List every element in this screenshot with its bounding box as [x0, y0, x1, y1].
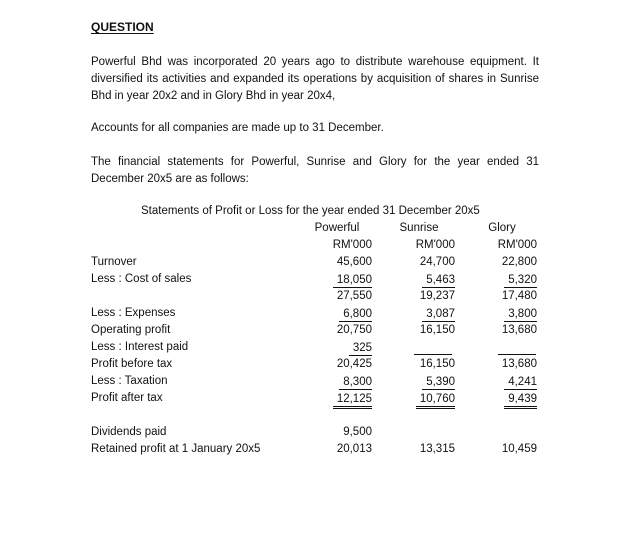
value-sunrise: 10,760	[416, 392, 455, 409]
value-glory: 5,320	[504, 273, 537, 288]
table-row	[0, 358, 624, 375]
value-glory: 4,241	[504, 375, 537, 390]
row-label: Dividends paid	[91, 426, 167, 438]
value-glory: 17,480	[501, 290, 537, 302]
blank-total-line-glory	[498, 354, 536, 355]
column-header-powerful: Powerful	[314, 222, 360, 234]
row-label: Retained profit at 1 January 20x5	[91, 443, 261, 455]
value-glory: 13,680	[501, 358, 537, 370]
table-row	[0, 307, 624, 324]
statements-intro-paragraph: The financial statements for Powerful, Sunrise and Glory for the year ended 31 December 20x5 are as follows:	[91, 156, 539, 185]
table-row	[0, 443, 624, 460]
unit-sunrise: RM'000	[415, 239, 455, 251]
row-label: Less : Taxation	[91, 375, 168, 387]
row-label: Less : Cost of sales	[91, 273, 192, 285]
value-powerful: 45,600	[336, 256, 372, 268]
row-label: Turnover	[91, 256, 137, 268]
question-heading: QUESTION	[91, 20, 154, 34]
value-sunrise: 16,150	[419, 358, 455, 370]
value-powerful: 20,425	[336, 358, 372, 370]
value-glory: 22,800	[501, 256, 537, 268]
table-row	[0, 426, 624, 443]
table-row	[0, 290, 624, 307]
value-powerful: 20,750	[336, 324, 372, 336]
value-powerful: 8,300	[339, 375, 372, 390]
value-sunrise: 3,087	[422, 307, 455, 322]
table-row	[0, 256, 624, 273]
value-powerful: 12,125	[333, 392, 372, 409]
value-powerful: 325	[349, 341, 372, 356]
value-glory: 13,680	[501, 324, 537, 336]
value-glory: 9,439	[504, 392, 537, 409]
value-powerful: 9,500	[343, 426, 372, 438]
unit-powerful: RM'000	[332, 239, 372, 251]
value-powerful: 18,050	[333, 273, 372, 288]
value-sunrise: 16,150	[419, 324, 455, 336]
value-glory: 10,459	[501, 443, 537, 455]
statement-title: Statements of Profit or Loss for the year ended 31 December 20x5	[141, 205, 480, 217]
table-row	[0, 375, 624, 392]
table-row	[0, 273, 624, 290]
column-header-glory: Glory	[488, 222, 516, 234]
table-row	[0, 392, 624, 409]
value-glory: 3,800	[504, 307, 537, 322]
table-row	[0, 341, 624, 358]
value-powerful: 27,550	[336, 290, 372, 302]
value-sunrise: 19,237	[419, 290, 455, 302]
row-label: Operating profit	[91, 324, 171, 336]
row-label: Less : Interest paid	[91, 341, 189, 353]
value-powerful: 20,013	[336, 443, 372, 455]
row-label: Profit before tax	[91, 358, 173, 370]
row-label: Less : Expenses	[91, 307, 176, 319]
value-sunrise: 5,463	[422, 273, 455, 288]
table-row	[0, 324, 624, 341]
unit-glory: RM'000	[497, 239, 537, 251]
value-powerful: 6,800	[339, 307, 372, 322]
column-header-sunrise: Sunrise	[399, 222, 439, 234]
intro-paragraph: Powerful Bhd was incorporated 20 years ago to distribute warehouse equipment. It diversified its activities and expanded its operations by acquisition of shares in Sunrise Bhd in year 20x2 and in Glory Bhd in year 20x4,	[91, 56, 539, 102]
row-label: Profit after tax	[91, 392, 163, 404]
value-sunrise: 24,700	[419, 256, 455, 268]
value-sunrise: 5,390	[422, 375, 455, 390]
value-sunrise: 13,315	[419, 443, 455, 455]
accounts-paragraph: Accounts for all companies are made up to 31 December.	[91, 122, 384, 134]
blank-total-line-sunrise	[414, 354, 452, 355]
